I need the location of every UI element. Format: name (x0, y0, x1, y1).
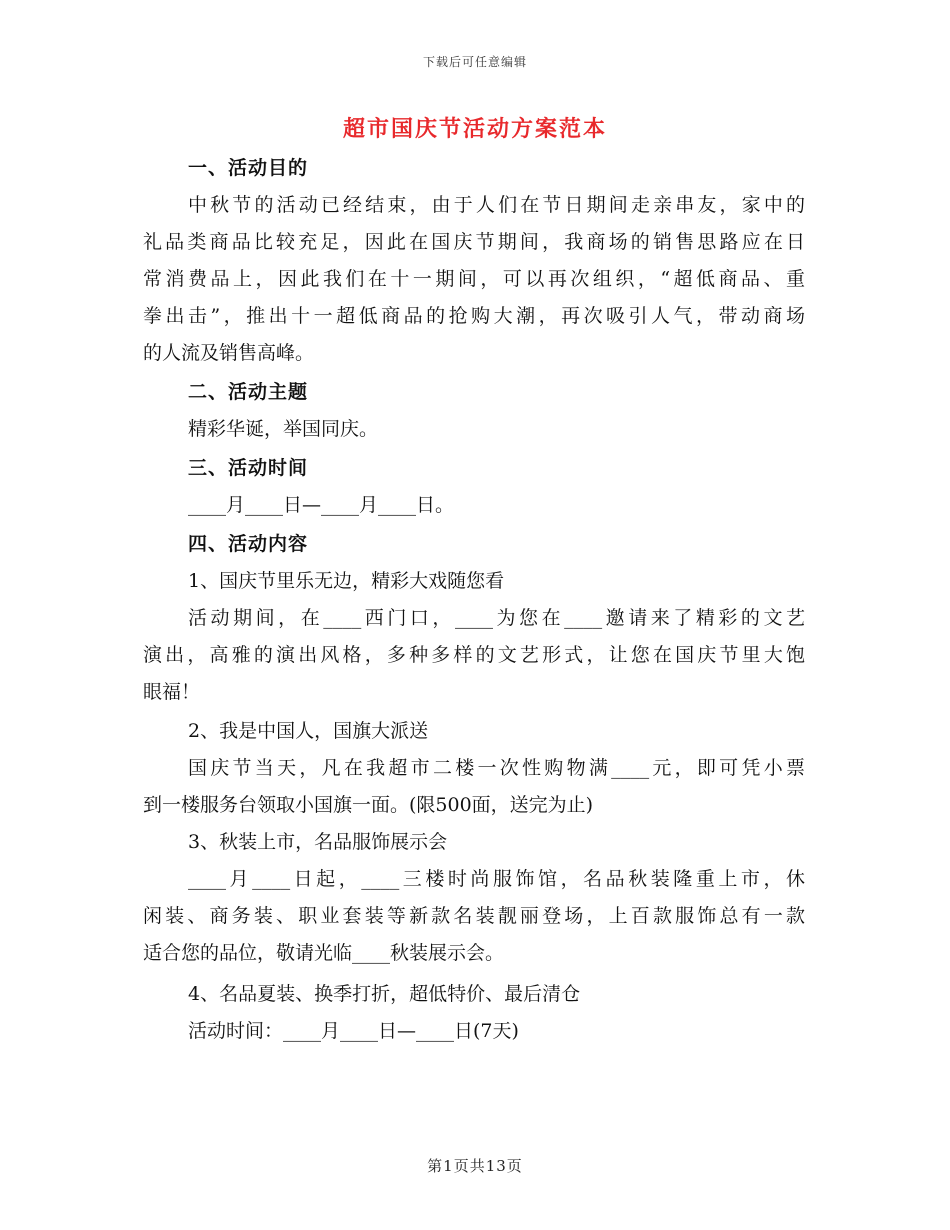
section-heading-purpose: 一、活动目的 (188, 157, 309, 179)
paragraph-line: 礼品类商品比较充足，因此在国庆节期间，我商场的销售思路应在日 (143, 231, 805, 253)
paragraph-line: ____月____日起，____三楼时尚服饰馆，名品秋装隆重上市，休 (188, 868, 805, 890)
paragraph-line: 的人流及销售高峰。 (143, 342, 315, 364)
paragraph-line: ____月____日—____月____日。 (188, 494, 455, 516)
section-heading-content: 四、活动内容 (188, 533, 309, 555)
item-title: 1、国庆节里乐无边，精彩大戏随您看 (188, 570, 505, 592)
document-title: 超市国庆节活动方案范本 (342, 116, 607, 142)
item-title: 2、我是中国人，国旗大派送 (188, 720, 429, 742)
header-note: 下载后可任意编辑 (422, 55, 527, 69)
paragraph-line: 拳出击”，推出十一超低商品的抢购大潮，再次吸引人气，带动商场 (143, 305, 805, 327)
paragraph-line: 活动期间，在____西门口，____为您在____邀请来了精彩的文艺 (188, 607, 805, 629)
page-number: 第1页共13页 (427, 1157, 523, 1175)
section-heading-theme: 二、活动主题 (188, 381, 309, 403)
paragraph-line: 闲装、商务装、职业套装等新款名装靓丽登场，上百款服饰总有一款 (143, 905, 805, 927)
paragraph-line: 活动时间：____月____日—____日(7天) (188, 1020, 519, 1042)
paragraph-line: 常消费品上，因此我们在十一期间，可以再次组织，“超低商品、重 (143, 268, 805, 290)
paragraph-line: 精彩华诞，举国同庆。 (188, 418, 379, 440)
paragraph-line: 国庆节当天，凡在我超市二楼一次性购物满____元，即可凭小票 (188, 757, 805, 779)
item-title: 3、秋装上市，名品服饰展示会 (188, 831, 448, 853)
paragraph-line: 到一楼服务台领取小国旗一面。(限500面，送完为止) (143, 794, 594, 816)
paragraph-line: 眼福！ (143, 681, 201, 703)
item-title: 4、名品夏装、换季打折，超低特价、最后清仓 (188, 983, 581, 1005)
document-body (143, 150, 805, 1050)
paragraph-line: 适合您的品位，敬请光临____秋装展示会。 (143, 942, 505, 964)
paragraph-line: 中秋节的活动已经结束，由于人们在节日期间走亲串友，家中的 (188, 194, 805, 216)
paragraph-line: 演出，高雅的演出风格，多种多样的文艺形式，让您在国庆节里大饱 (143, 644, 805, 666)
section-heading-time: 三、活动时间 (188, 457, 309, 479)
